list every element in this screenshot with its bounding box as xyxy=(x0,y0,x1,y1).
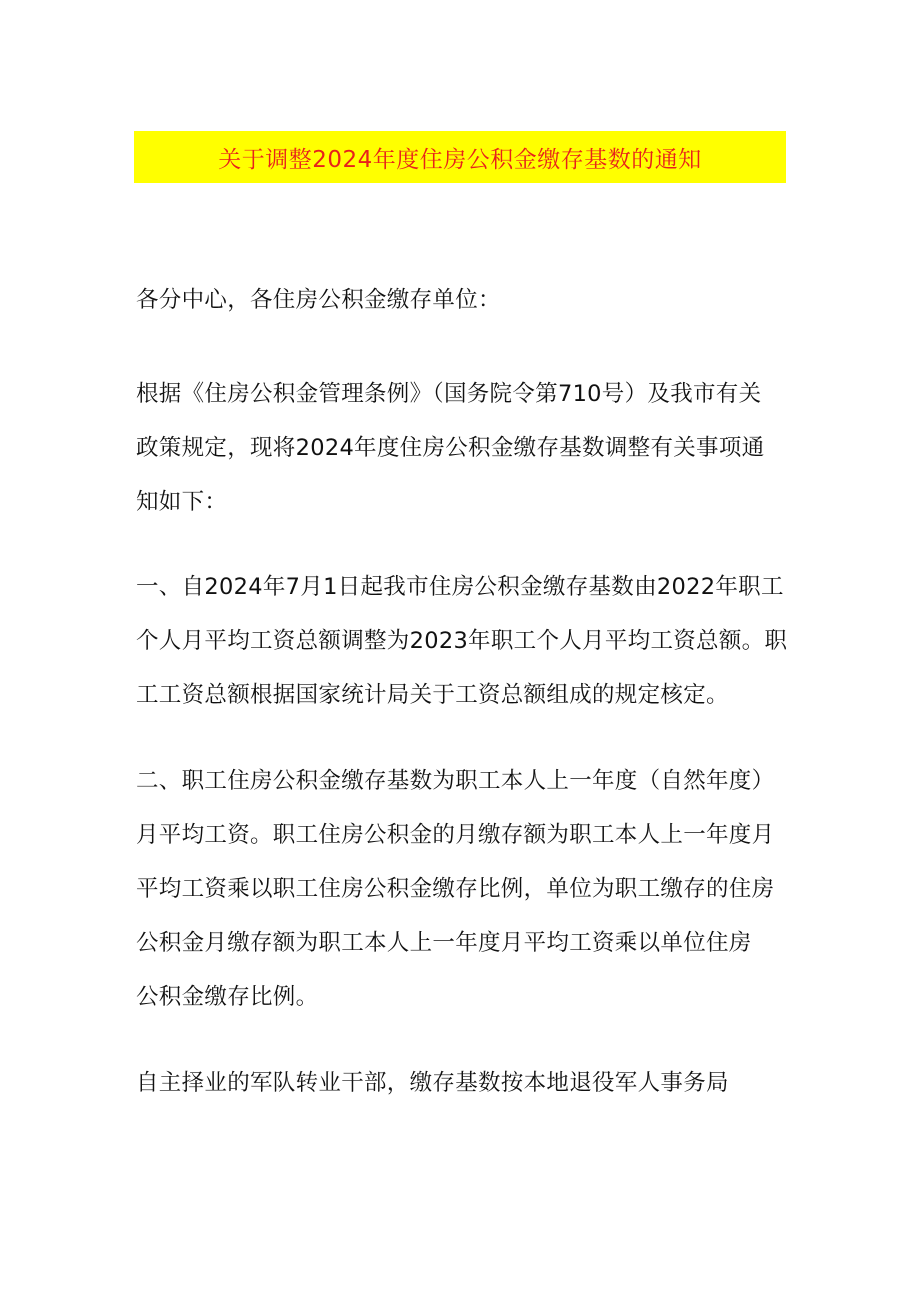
item-two-line: 平均工资乘以职工住房公积金缴存比例，单位为职工缴存的住房 xyxy=(136,876,775,902)
item-two-paragraph xyxy=(136,754,786,1024)
veteran-cadre-line: 自主择业的军队转业干部，缴存基数按本地退役军人事务局 xyxy=(136,1070,729,1096)
item-one-line: 一、自2024年7月1日起我市住房公积金缴存基数由2022年职工 xyxy=(136,574,784,600)
intro-paragraph xyxy=(136,367,786,529)
title-highlight xyxy=(134,131,786,183)
item-one-paragraph xyxy=(136,560,786,722)
item-one-line: 工工资总额根据国家统计局关于工资总额组成的规定核定。 xyxy=(136,682,729,708)
intro-line: 知如下： xyxy=(136,489,228,515)
item-two-line: 公积金月缴存额为职工本人上一年度月平均工资乘以单位住房 xyxy=(136,930,752,956)
document-title: 关于调整2024年度住房公积金缴存基数的通知 xyxy=(218,146,702,173)
item-two-line: 二、职工住房公积金缴存基数为职工本人上一年度（自然年度） xyxy=(136,768,775,794)
salutation xyxy=(136,273,786,327)
item-one-line: 个人月平均工资总额调整为2023年职工个人月平均工资总额。职 xyxy=(136,628,788,654)
veteran-cadre-paragraph xyxy=(136,1056,786,1110)
item-two-line: 月平均工资。职工住房公积金的月缴存额为职工本人上一年度月 xyxy=(136,822,775,848)
intro-line: 政策规定，现将2024年度住房公积金缴存基数调整有关事项通 xyxy=(136,435,765,461)
salutation-line: 各分中心，各住房公积金缴存单位： xyxy=(136,287,501,313)
intro-line: 根据《住房公积金管理条例》（国务院令第710号）及我市有关 xyxy=(136,381,762,407)
item-two-line: 公积金缴存比例。 xyxy=(136,984,319,1010)
